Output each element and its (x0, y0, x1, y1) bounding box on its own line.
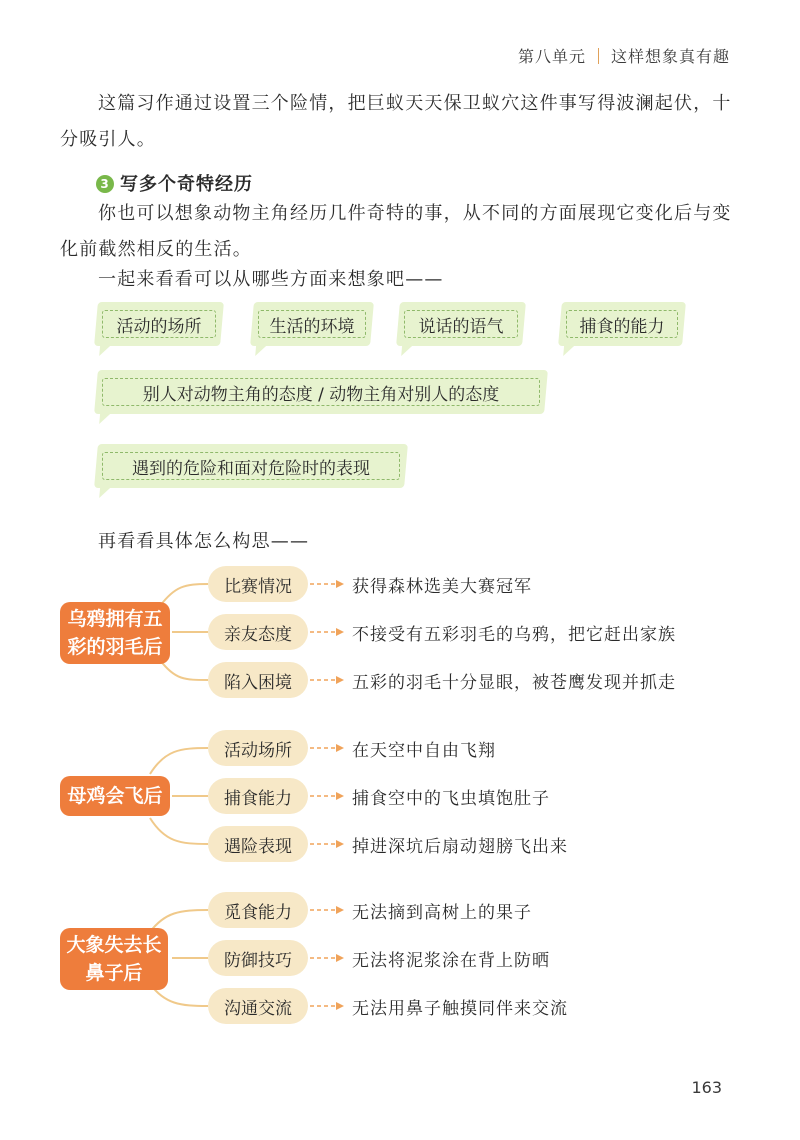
branch-label: 觅食能力 (208, 892, 308, 928)
branch-label: 活动场所 (208, 730, 308, 766)
branch-label: 亲友态度 (208, 614, 308, 650)
mindmap-center-elephant: 大象失去长鼻子后 (60, 928, 168, 990)
unit-label: 第八单元 (517, 47, 586, 66)
branch-detail: 捕食空中的飞虫填饱肚子 (352, 789, 550, 809)
branch-label: 陷入困境 (208, 662, 308, 698)
branch-label: 遇险表现 (208, 826, 308, 862)
body-paragraph-2: 你也可以想象动物主角经历几件奇特的事，从不同的方面展现它变化后与变化前截然相反的生活。 (60, 203, 732, 260)
tag-label: 说话的语气 (404, 310, 518, 338)
branch-detail: 五彩的羽毛十分显眼，被苍鹰发现并抓走 (352, 673, 676, 693)
tag-label: 生活的环境 (258, 310, 366, 338)
tag-label: 遇到的危险和面对危险时的表现 (102, 452, 400, 480)
mindmap-center-hen: 母鸡会飞后 (60, 776, 170, 816)
intro-paragraph: 这篇习作通过设置三个险情，把巨蚁天天保卫蚁穴这件事写得波澜起伏，十分吸引人。 (60, 93, 732, 150)
body-paragraph-4: 再看看具体怎么构思—— (98, 531, 310, 552)
tag-label: 捕食的能力 (566, 310, 678, 338)
mindmap-center-crow: 乌鸦拥有五彩的羽毛后 (60, 602, 170, 664)
branch-label: 沟通交流 (208, 988, 308, 1024)
branch-detail: 无法摘到高树上的果子 (352, 903, 532, 923)
branch-label: 捕食能力 (208, 778, 308, 814)
branch-detail: 在天空中自由飞翔 (352, 741, 496, 761)
section-number-badge: 3 (96, 175, 114, 193)
branch-detail: 获得森林选美大赛冠军 (352, 577, 532, 597)
branch-label: 防御技巧 (208, 940, 308, 976)
branch-detail: 无法将泥浆涂在背上防晒 (352, 951, 550, 971)
branch-detail: 无法用鼻子触摸同伴来交流 (352, 999, 568, 1019)
tag-label: 别人对动物主角的态度 / 动物主角对别人的态度 (102, 378, 540, 406)
body-paragraph-3: 一起来看看可以从哪些方面来想象吧—— (98, 269, 444, 290)
branch-label: 比赛情况 (208, 566, 308, 602)
tag-label: 活动的场所 (102, 310, 216, 338)
page-number: 163 (691, 1078, 722, 1097)
branch-detail: 不接受有五彩羽毛的乌鸦，把它赶出家族 (352, 625, 676, 645)
branch-detail: 掉进深坑后扇动翅膀飞出来 (352, 837, 568, 857)
section-title: 写多个奇特经历 (120, 174, 253, 195)
unit-title: 这样想象真有趣 (610, 47, 730, 66)
